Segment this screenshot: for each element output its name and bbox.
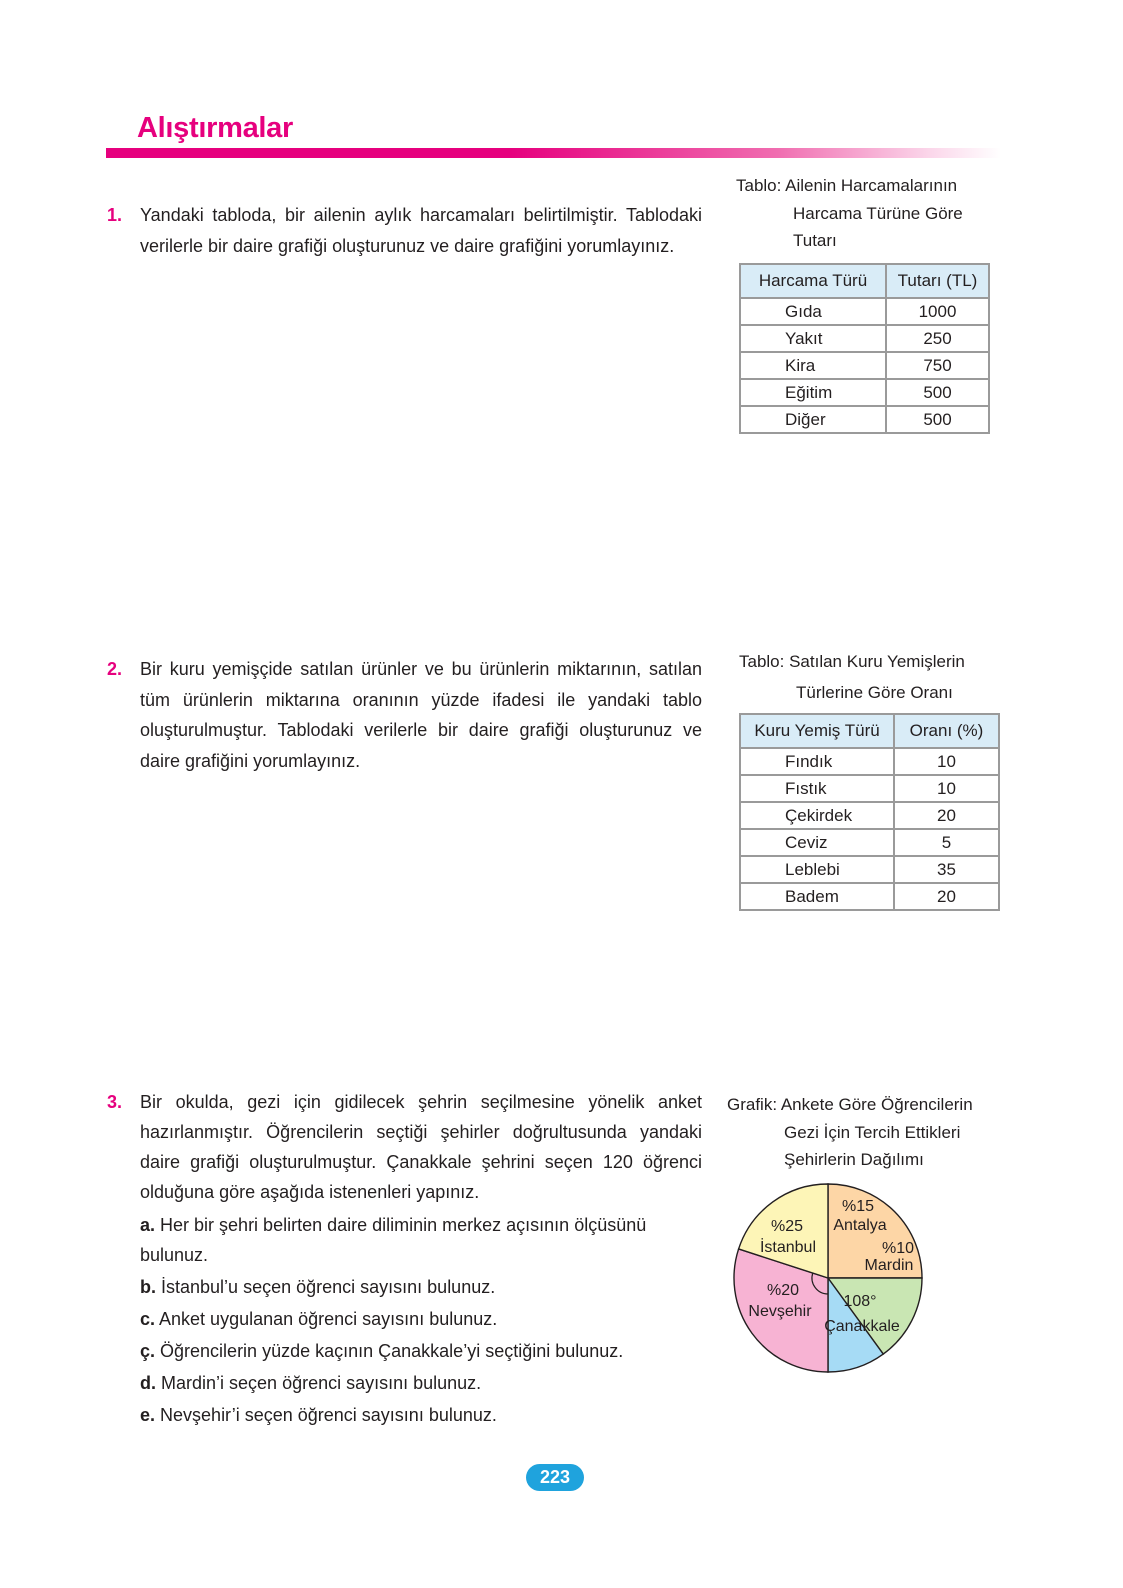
sub-label: ç.: [140, 1341, 156, 1361]
page-number: 223: [526, 1464, 584, 1491]
table-row: [740, 883, 999, 910]
table-cell: Yakıt: [740, 325, 886, 352]
pie-pct-label: %10: [881, 1240, 915, 1257]
question-3: [107, 1087, 702, 1430]
sub-label: e.: [140, 1405, 156, 1425]
pie-city-label: İstanbul: [759, 1239, 817, 1256]
title-underline: [106, 148, 1001, 158]
caption-line: Şehirlerin Dağılımı: [784, 1150, 924, 1169]
table-cell: 500: [886, 406, 989, 433]
caption-line: Grafik: Ankete Göre Öğrencilerin: [727, 1095, 973, 1114]
city-pie-chart: [730, 1180, 930, 1380]
sub-text: Anket uygulanan öğrenci sayısını bulunuz.: [159, 1309, 498, 1329]
caption-line: Türlerine Göre Oranı: [796, 683, 953, 702]
table-cell: 500: [886, 379, 989, 406]
caption-line: Harcama Türüne Göre: [793, 203, 963, 223]
sub-question-b: [140, 1272, 702, 1302]
question-3-text: Bir okulda, gezi için gidilecek şehrin seçilmesine yönelik anket hazırlanmıştır. Öğrencilerin seçtiği şehirler doğrultusunda yandaki daire grafiği oluşturulmuştur. Çanakkale şehrini seçen 120 öğrenci olduğuna göre aşağıda istenenleri yapınız.: [140, 1092, 702, 1202]
table-header: Oranı (%): [894, 714, 999, 748]
question-2: [107, 654, 702, 776]
table-cell: 10: [894, 748, 999, 775]
table-1-caption: [736, 172, 963, 255]
pie-pct-label: %25: [770, 1218, 804, 1235]
question-1: [107, 200, 702, 261]
table-cell: Fındık: [740, 748, 894, 775]
pie-angle-label: 108°: [843, 1293, 877, 1310]
table-cell: 5: [894, 829, 999, 856]
table-row: [740, 775, 999, 802]
sub-label: b.: [140, 1277, 156, 1297]
table-row: [740, 856, 999, 883]
question-2-text: Bir kuru yemişçide satılan ürünler ve bu ürünlerin miktarının, satılan tüm ürünlerin miktarına oranının yüzde ifadesi ile yandaki tablo oluşturulmuştur. Tablodaki verilerle bir daire grafiği oluşturunuz ve daire grafiğini yorumlayınız.: [140, 659, 702, 771]
chart-caption: [727, 1091, 973, 1174]
sub-label: d.: [140, 1373, 156, 1393]
table-row: [740, 406, 989, 433]
question-2-number: 2.: [107, 659, 123, 679]
sub-question-c: [140, 1304, 702, 1334]
sub-question-cc: [140, 1336, 702, 1366]
sub-label: c.: [140, 1309, 156, 1329]
sub-text: Her bir şehri belirten daire diliminin merkez açısının ölçüsünü bulunuz.: [140, 1215, 647, 1265]
caption-line: Tablo: Satılan Kuru Yemişlerin: [739, 652, 965, 671]
table-row: [740, 325, 989, 352]
sub-text: Nevşehir’i seçen öğrenci sayısını bulunuz.: [160, 1405, 497, 1425]
table-cell: Badem: [740, 883, 894, 910]
table-cell: 250: [886, 325, 989, 352]
sub-question-d: [140, 1368, 702, 1398]
table-row: [740, 379, 989, 406]
table-header: Kuru Yemiş Türü: [740, 714, 894, 748]
table-header: Tutarı (TL): [886, 264, 989, 298]
sub-question-a: [140, 1210, 702, 1270]
table-cell: Leblebi: [740, 856, 894, 883]
table-row: [740, 829, 999, 856]
sub-text: Öğrencilerin yüzde kaçının Çanakkale’yi seçtiğini bulunuz.: [160, 1341, 624, 1361]
table-cell: 750: [886, 352, 989, 379]
table-cell: Diğer: [740, 406, 886, 433]
table-row: [740, 298, 989, 325]
table-cell: 20: [894, 802, 999, 829]
expense-table: [739, 263, 990, 434]
table-cell: 35: [894, 856, 999, 883]
table-header-row: [740, 264, 989, 298]
pie-city-label: Nevşehir: [748, 1303, 812, 1320]
pie-city-label: Mardin: [864, 1257, 914, 1274]
table-row: [740, 748, 999, 775]
table-cell: Fıstık: [740, 775, 894, 802]
caption-line: Gezi İçin Tercih Ettikleri: [784, 1122, 961, 1142]
nuts-table: [739, 713, 1000, 911]
pie-pct-label: %15: [841, 1198, 875, 1215]
pie-city-label: Çanakkale: [824, 1318, 900, 1335]
question-1-text: Yandaki tabloda, bir ailenin aylık harcamaları belirtilmiştir. Tablodaki verilerle bir daire grafiği oluşturunuz ve daire grafiğini yorumlayınız.: [140, 205, 702, 256]
question-1-number: 1.: [107, 205, 123, 225]
table-header: Harcama Türü: [740, 264, 886, 298]
table-cell: Ceviz: [740, 829, 894, 856]
sub-text: Mardin’i seçen öğrenci sayısını bulunuz.: [161, 1373, 482, 1393]
table-cell: Kira: [740, 352, 886, 379]
page-title: Alıştırmalar: [137, 112, 293, 144]
pie-pct-label: %20: [766, 1282, 800, 1299]
table-cell: 1000: [886, 298, 989, 325]
table-cell: 20: [894, 883, 999, 910]
sub-label: a.: [140, 1215, 156, 1235]
table-cell: 10: [894, 775, 999, 802]
table-row: [740, 802, 999, 829]
table-cell: Gıda: [740, 298, 886, 325]
table-2-caption: [739, 646, 965, 708]
caption-line: Tutarı: [793, 231, 837, 250]
table-cell: Çekirdek: [740, 802, 894, 829]
sub-text: İstanbul’u seçen öğrenci sayısını bulunuz.: [161, 1277, 496, 1297]
caption-line: Tablo: Ailenin Harcamalarının: [736, 176, 958, 195]
table-cell: Eğitim: [740, 379, 886, 406]
sub-question-e: [140, 1400, 702, 1430]
table-header-row: [740, 714, 999, 748]
table-row: [740, 352, 989, 379]
pie-city-label: Antalya: [833, 1217, 887, 1234]
question-3-number: 3.: [107, 1092, 123, 1112]
